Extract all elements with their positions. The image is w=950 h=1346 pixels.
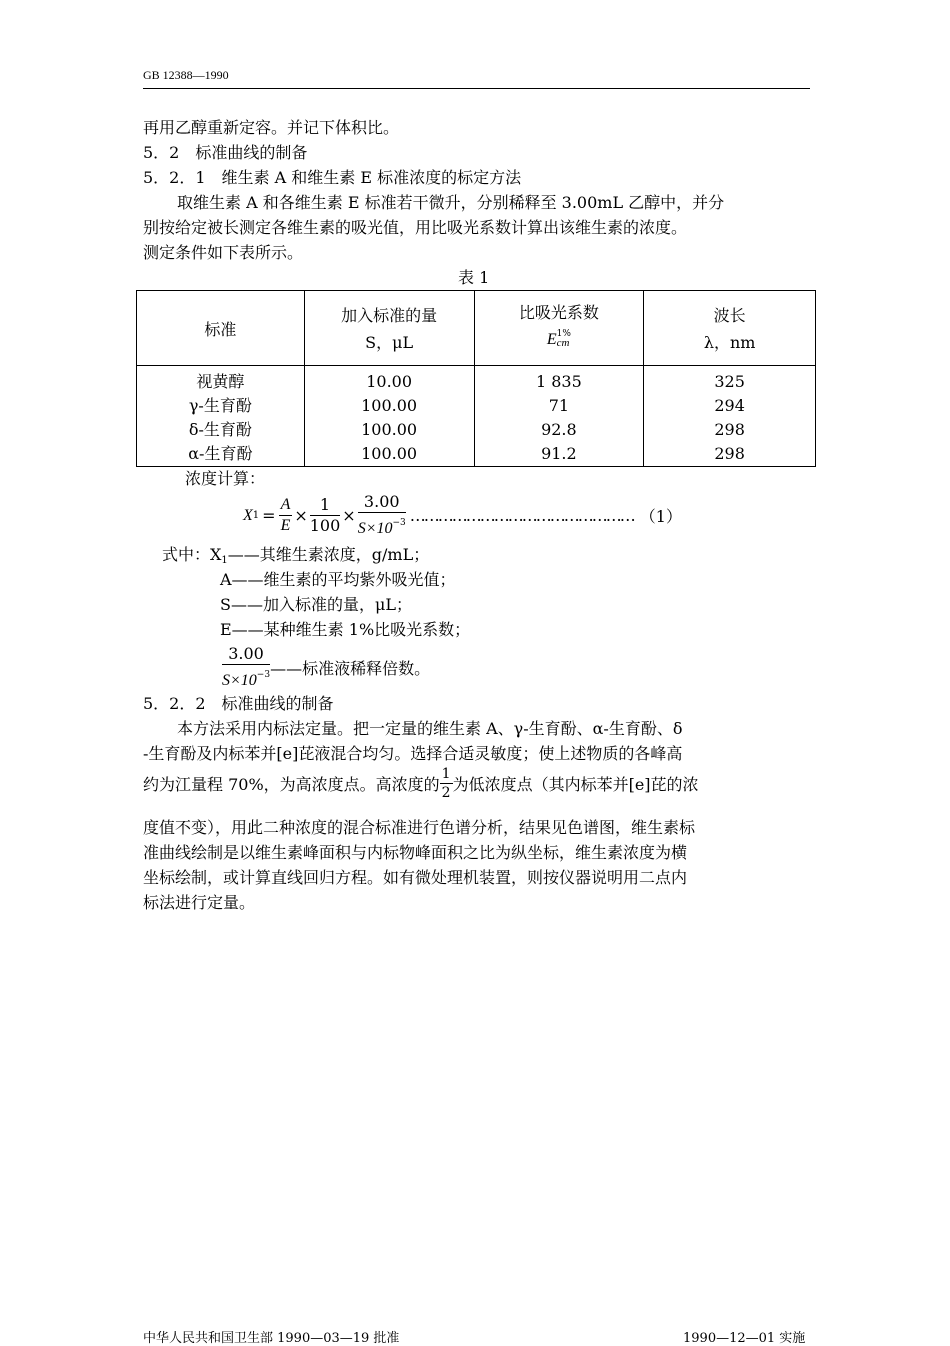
para2-line7: 标法进行定量。 <box>143 893 256 912</box>
legend-dilution: $\frac{3.00}{S\times 10^{-3}}$ ——标准液稀释倍数。 <box>222 644 431 689</box>
formula-1: X 1 = $\frac{A}{E}$ × $\frac{1}{100}$ × $\frac{3.00}{S\times 10^{-3}}$ ………………………………………… （1） <box>243 492 682 537</box>
doc-number: GB 12388—1990 <box>143 68 229 82</box>
col-header-wavelength: 波长 λ，nm <box>644 291 816 366</box>
legend-s: S——加入标准的量，μL； <box>220 595 412 614</box>
table-row: 视黄醇 10.00 1 835 325 <box>137 366 816 395</box>
col-header-amount: 加入标准的量 S，μL <box>304 291 474 366</box>
footer-approval: 中华人民共和国卫生部 1990—03—19 批准 <box>143 1331 400 1346</box>
section-5-2-2-title: 5．2．2 标准曲线的制备 <box>143 694 334 713</box>
legend-x1: 式中：$X_1——$其维生素浓度，g/mL； <box>162 545 430 566</box>
col-header-standard: 标准 <box>137 291 305 366</box>
section-5-2-title: 5．2 标准曲线的制备 <box>143 143 308 162</box>
formula-label: 浓度计算： <box>185 469 266 488</box>
col-header-absorbance: 比吸光系数 E 1% cm <box>474 291 644 366</box>
para2-line2: -生育酚及内标苯并[e]芘液混合均匀。选择合适灵敏度；使上述物质的各峰高 <box>143 744 683 763</box>
para2-line1: 本方法采用内标法定量。把一定量的维生素 A、γ-生育酚、α-生育酚、δ <box>177 719 683 738</box>
table-1 <box>136 290 816 467</box>
footer-effective: 1990—12—01 实施 <box>683 1331 806 1346</box>
table-row: δ-生育酚 100.00 92.8 298 <box>137 418 816 442</box>
table-row: α-生育酚 100.00 91.2 298 <box>137 442 816 467</box>
para1-line3: 测定条件如下表所示。 <box>143 243 304 262</box>
table-caption: 表 1 <box>458 268 490 287</box>
para1-line2: 别按给定被长测定各维生素的吸光值，用比吸光系数计算出该维生素的浓度。 <box>143 218 688 237</box>
header-rule <box>143 88 810 89</box>
para1-line1: 取维生素 A 和各维生素 E 标准若干微升，分别稀释至 3.00mL 乙醇中，并分 <box>177 193 725 212</box>
body-line-1: 再用乙醇重新定容。并记下体积比。 <box>143 118 400 137</box>
legend-a: A——维生素的平均紫外吸光值； <box>220 570 456 589</box>
section-5-2-1-title: 5．2．1 维生素 A 和维生素 E 标准浓度的标定方法 <box>143 168 522 187</box>
para2-line3: 约为江量程 70%，为高浓度点。高浓度的 $\frac{1}{2}$ 为低浓度点（其内标苯并[e]芘的浓 <box>143 766 699 801</box>
legend-e: E——某种维生素 1%比吸光系数； <box>220 620 471 639</box>
para2-line4: 度值不变），用此二种浓度的混合标准进行色谱分析，结果见色谱图，维生素标 <box>143 818 696 837</box>
para2-line6: 坐标绘制，或计算直线回归方程。如有微处理机装置，则按仪器说明用二点内 <box>143 868 688 887</box>
para2-line5: 准曲线绘制是以维生素峰面积与内标物峰面积之比为纵坐标，维生素浓度为横 <box>143 843 688 862</box>
table-row: γ-生育酚 100.00 71 294 <box>137 394 816 418</box>
